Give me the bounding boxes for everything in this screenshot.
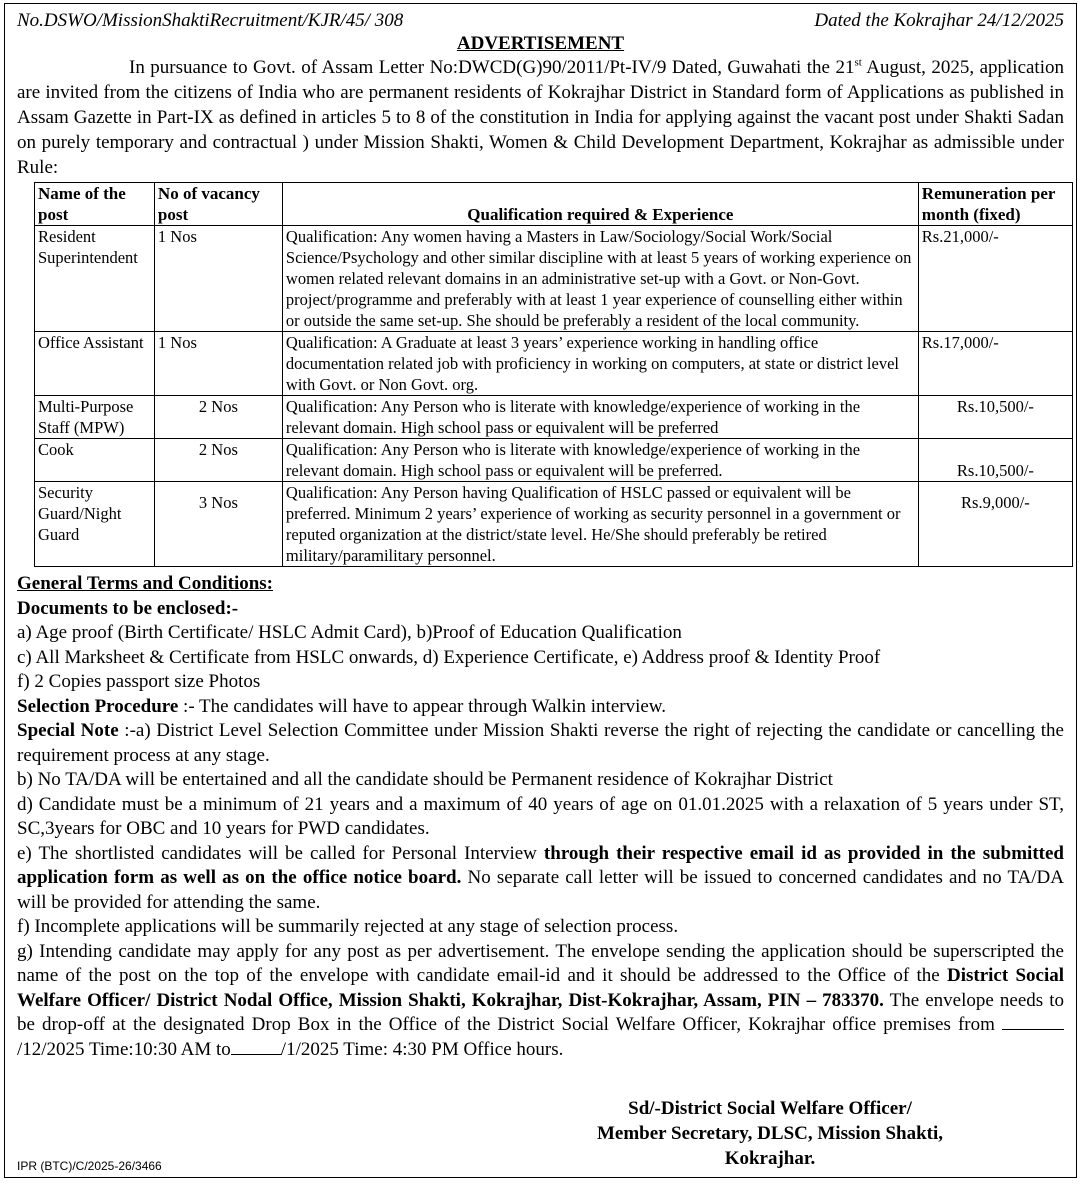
signature-line: Member Secretary, DLSC, Mission Shakti, <box>596 1123 944 1144</box>
vacancy-count: 3 Nos <box>154 482 282 567</box>
document-item: a) Age proof (Birth Certificate/ HSLC Admit Card), b)Proof of Education Qualification <box>17 622 682 643</box>
qualification-text: Qualification: A Graduate at least 3 years’ experience working in handling office documentation related job with proficiency in working on computers, at state or district level with Govt. or Non Govt. org. <box>282 332 918 396</box>
header-post-name: Name of the post <box>35 183 155 226</box>
intro-paragraph: In pursuance to Govt. of Assam Letter No:DWCD(G)90/2011/Pt-IV/9 Dated, Guwahati the 21st August, 2025, application are invited from the citizens of India who are permanent residents of Kokrajhar District in Standard form of Applications as published in Assam Gazette in Part-IX as defined in articles 5 to 8 of the constitution in India for applying against the vacant post under Shakti Sadan on purely temporary and contractual ) under Mission Shakti, Women & Child Development Department, Kokrajhar as admissible under Rule: <box>17 56 1064 178</box>
special-note-a: Special Note :-a) District Level Selection Committee under Mission Shakti reverse the right of rejecting the candidate or cancelling the requirement process at any stage. <box>17 720 1064 766</box>
special-note-f: f) Incomplete applications will be summarily rejected at any stage of selection process. <box>17 916 679 937</box>
remuneration: Rs.10,500/- <box>918 439 1072 482</box>
remuneration: Rs.17,000/- <box>918 332 1072 396</box>
terms-heading: General Terms and Conditions: <box>17 573 274 594</box>
table-row <box>35 226 1073 332</box>
vacancy-count: 1 Nos <box>154 332 282 396</box>
signature-block <box>565 1096 975 1171</box>
special-note-d: d) Candidate must be a minimum of 21 years and a maximum of 40 years of age on 01.01.2025 with a relaxation of 5 years under ST, SC,3years for OBC and 10 years for PWD candidates. <box>17 793 1064 839</box>
documents-heading: Documents to be enclosed:- <box>17 597 239 619</box>
reference-number: No.DSWO/MissionShaktiRecruitment/KJR/45/ 308 <box>17 10 404 31</box>
document-header <box>17 10 1064 32</box>
table-row <box>35 482 1073 567</box>
signature-line: Sd/-District Social Welfare Officer/ <box>628 1098 912 1119</box>
qualification-text: Qualification: Any Person having Qualification of HSLC passed or equivalent will be preferred. Minimum 2 years’ experience of working as security personnel in a government or reputed organization at the district/state level. He/She should preferably be retired military/paramilitary personnel. <box>282 482 918 567</box>
special-note-g: g) Intending candidate may apply for any post as per advertisement. The envelope sending the application should be superscripted the name of the post on the top of the envelope with candidate email-id and it should be addressed to the Office of the District Social Welfare Officer/ District Nodal Office, Mission Shakti, Kokrajhar, Dist-Kokrajhar, Assam, PIN – 783370. The envelope needs to be drop-off at the designated Drop Box in the Office of the District Social Welfare Officer, Kokrajhar office premises from /12/2025 Time:10:30 AM to /1/2025 Time: 4:30 PM Office hours. <box>17 940 1064 1060</box>
special-note-b: b) No TA/DA will be entertained and all the candidate should be Permanent residence of Kokrajhar District <box>17 769 833 790</box>
remuneration: Rs.10,500/- <box>918 396 1072 439</box>
vacancy-count: 1 Nos <box>154 226 282 332</box>
special-note-e: e) The shortlisted candidates will be called for Personal Interview through their respective email id as provided in the submitted application form as well as on the office notice board. No separate call letter will be issued to concerned candidates and no TA/DA will be provided for attending the same. <box>17 842 1064 913</box>
document-item: f) 2 Copies passport size Photos <box>17 671 261 692</box>
table-header-row <box>35 183 1073 226</box>
qualification-text: Qualification: Any Person who is literate with knowledge/experience of working in the relevant domain. High school pass or equivalent will be preferred <box>282 396 918 439</box>
header-remuneration: Remuneration per month (fixed) <box>918 183 1072 226</box>
table-row <box>35 332 1073 396</box>
remuneration: Rs.9,000/- <box>918 482 1072 567</box>
vacancy-count: 2 Nos <box>154 396 282 439</box>
advertisement-document <box>4 3 1077 1178</box>
qualification-text: Qualification: Any Person who is literate with knowledge/experience of working in the relevant domain. High school pass or equivalent will be preferred. <box>282 439 918 482</box>
ipr-code: IPR (BTC)/C/2025-26/3466 <box>17 1159 162 1173</box>
signature-line: Kokrajhar. <box>724 1148 816 1169</box>
post-name: Cook <box>35 439 155 482</box>
table-row <box>35 439 1073 482</box>
header-qualification: Qualification required & Experience <box>282 183 918 226</box>
post-name: Security Guard/Night Guard <box>35 482 155 567</box>
document-title: ADVERTISEMENT <box>456 33 625 54</box>
blank-start-date <box>1002 1013 1064 1030</box>
header-vacancy: No of vacancy post <box>154 183 282 226</box>
selection-procedure: Selection Procedure :- The candidates will have to appear through Walkin interview. <box>17 695 667 717</box>
vacancy-table <box>34 182 1073 567</box>
qualification-text: Qualification: Any women having a Masters in Law/Sociology/Social Work/Social Science/Psychology and other similar discipline with at least 5 years of working experience on women related relevant domains in an administrative set-up with a Govt. or Non-Govt. project/programme and preferably with at least 1 year experience of counselling either within or outside the same set-up. She should be preferably a resident of the local community. <box>282 226 918 332</box>
vacancy-count: 2 Nos <box>154 439 282 482</box>
document-item: c) All Marksheet & Certificate from HSLC onwards, d) Experience Certificate, e) Address proof & Identity Proof <box>17 646 881 668</box>
post-name: Multi-Purpose Staff (MPW) <box>35 396 155 439</box>
post-name: Resident Superintendent <box>35 226 155 332</box>
table-row <box>35 396 1073 439</box>
document-date: Dated the Kokrajhar 24/12/2025 <box>814 10 1064 31</box>
blank-end-date <box>231 1038 281 1055</box>
remuneration: Rs.21,000/- <box>918 226 1072 332</box>
post-name: Office Assistant <box>35 332 155 396</box>
